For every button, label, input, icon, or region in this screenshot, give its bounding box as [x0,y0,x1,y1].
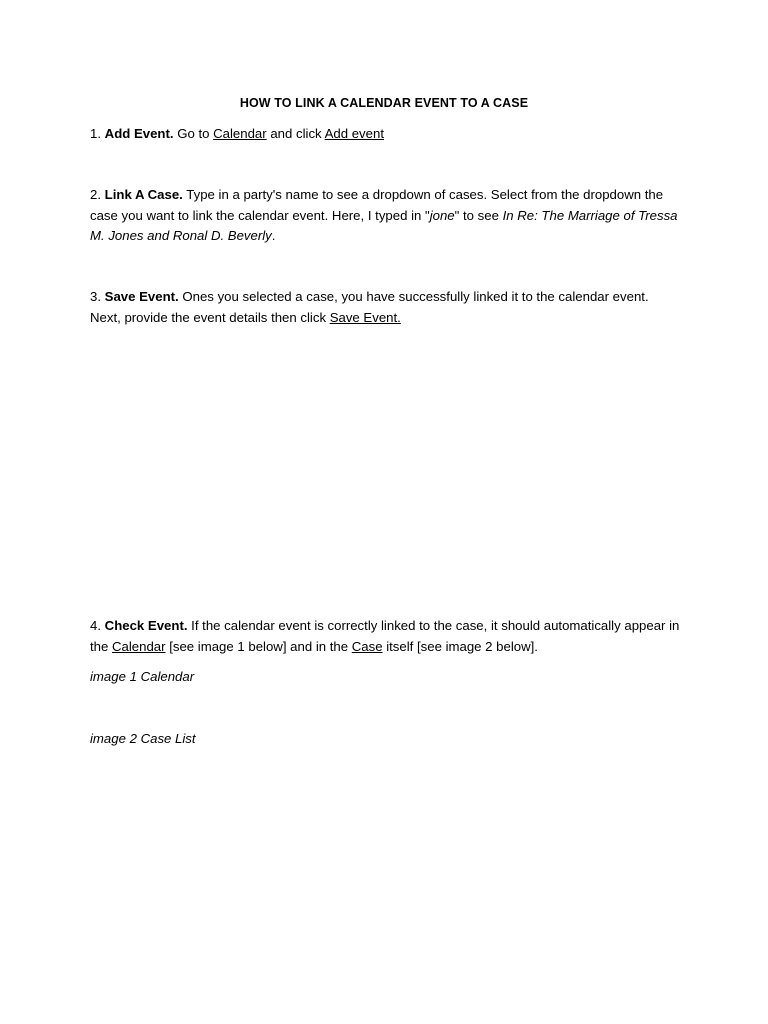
image-1-caption: image 1 Calendar [90,669,195,684]
step-3-paragraph [90,287,680,328]
page-title: HOW TO LINK A CALENDAR EVENT TO A CASE [239,96,529,110]
case-name: In Re: The Marriage of Tressa M. Jones and Ronal D. Beverly [90,207,678,243]
add-event-link[interactable]: Add event [324,126,384,141]
step-3-text-a: Ones you selected a case, you have successfully linked it to the calendar event. Next, provide the event details then click [90,289,649,325]
step-2-number: 2. [90,187,105,202]
step-2-text-c: . [271,228,276,243]
step-1-paragraph [90,124,680,145]
calendar-link-2[interactable]: Calendar [112,638,166,654]
step-3-number: 3. [90,289,105,304]
step-2-paragraph [90,185,680,247]
step-4-text-a: If the calendar event is correctly linked to the case, it should automatically appear in the [90,618,680,654]
step-2-text-a: Type in a party's name to see a dropdown of cases. Select from the dropdown the case you want to link the calendar event. Here, I typed in " [90,187,664,223]
step-4-text-c: itself [see image 2 below]. [382,638,538,654]
typed-query: jone [429,207,455,223]
step-4-heading: Check Event. [104,618,188,633]
step-2-heading: Link A Case. [104,187,183,202]
case-link[interactable]: Case [351,638,383,654]
calendar-link[interactable]: Calendar [213,126,267,141]
image-2-caption: image 2 Case List [90,731,196,746]
save-event-link[interactable]: Save Event. [329,309,401,325]
step-1-heading: Add Event. [104,126,174,141]
step-1-text-a: Go to [173,126,214,141]
step-4-number: 4. [90,618,105,633]
step-2-text-b: " to see [454,207,503,223]
step-1-text-b: and click [266,126,325,141]
step-4-text-b: [see image 1 below] and in the [165,638,352,654]
step-1-number: 1. [90,126,105,141]
step-4-paragraph [90,616,680,657]
step-3-heading: Save Event. [104,289,179,304]
